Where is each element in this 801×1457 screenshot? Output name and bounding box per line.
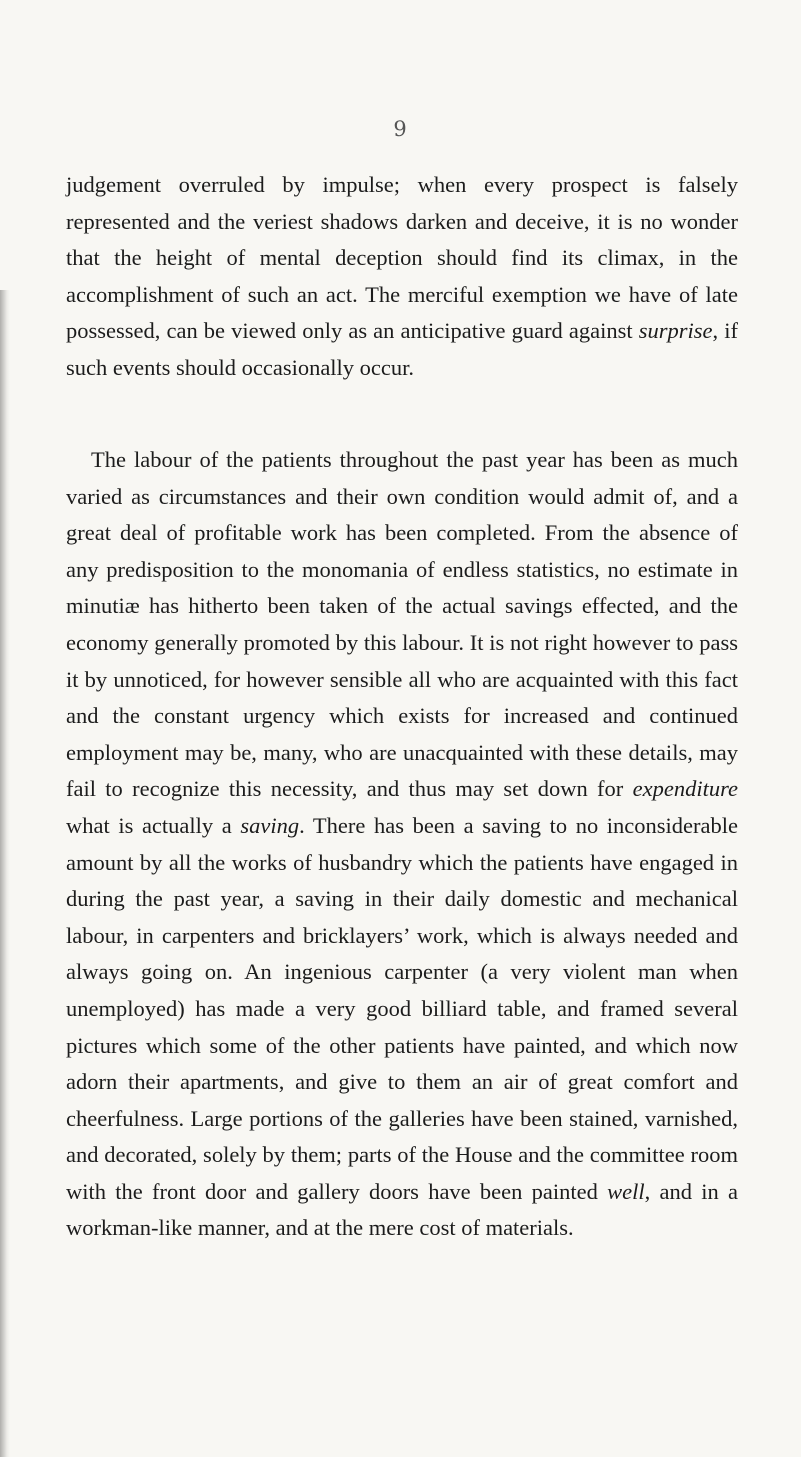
paragraph-2 <box>66 442 738 1247</box>
paragraph-2-italic-well: well <box>607 1178 645 1204</box>
paragraph-1-italic-surprise: surprise <box>638 318 713 344</box>
page-number: 9 <box>393 117 408 141</box>
paragraph-2-italic-saving: saving <box>240 812 300 838</box>
paragraph-2-text-2: what is actually a <box>66 812 241 838</box>
paragraph-2-text-3: . There has been a saving to no inconsiderable amount by all the works of husbandry which the patients have engaged in during the past year, a saving in their daily domestic and mechanical labour, in carpenters and bricklayers’ work, which is always needed and always going on. An ingenious carpenter (a very violent man when unemployed) has made a very good billiard table, and framed several pictures which some of the other patients have painted, and which now adorn their apartments, and give to them an air of great comfort and cheerfulness. Large portions of the galleries have been stained, varnished, and decorated, solely by them; parts of the House and the committee room with the front door and gallery doors have been painted <box>66 812 738 1204</box>
paragraph-1-text-1: judgement overruled by impulse; when every prospect is falsely represented and the veriest shadows darken and deceive, it is no wonder that the height of mental deception should find its climax, in the accomplishment of such an act. The merciful exemption we have of late possessed, can be viewed only as an anticipative guard against <box>66 172 738 344</box>
binding-shadow <box>0 290 10 1457</box>
paragraph-2-text-4: , and in a workman-like manner, and at the mere cost of materials. <box>66 1178 739 1241</box>
paragraph-2-italic-expenditure: expenditure <box>632 776 738 802</box>
paragraph-1 <box>66 167 738 387</box>
paragraph-2-text-1: The labour of the patients throughout the past year has been as much varied as circumstances and their own condition would admit of, and a great deal of profitable work has been completed. From the absence of any predisposition to the monomania of endless statistics, no estimate in minutiæ has hitherto been taken of the actual savings effected, and the economy generally promoted by this labour. It is not right however to pass it by unnoticed, for however sensible all who are acquainted with this fact and the constant urgency which exists for increased and continued employment may be, many, who are unacquainted with these details, may fail to recognize this necessity, and thus may set down for <box>66 447 738 802</box>
paragraph-1-text-2: , if such events should occasionally occur. <box>66 318 739 380</box>
